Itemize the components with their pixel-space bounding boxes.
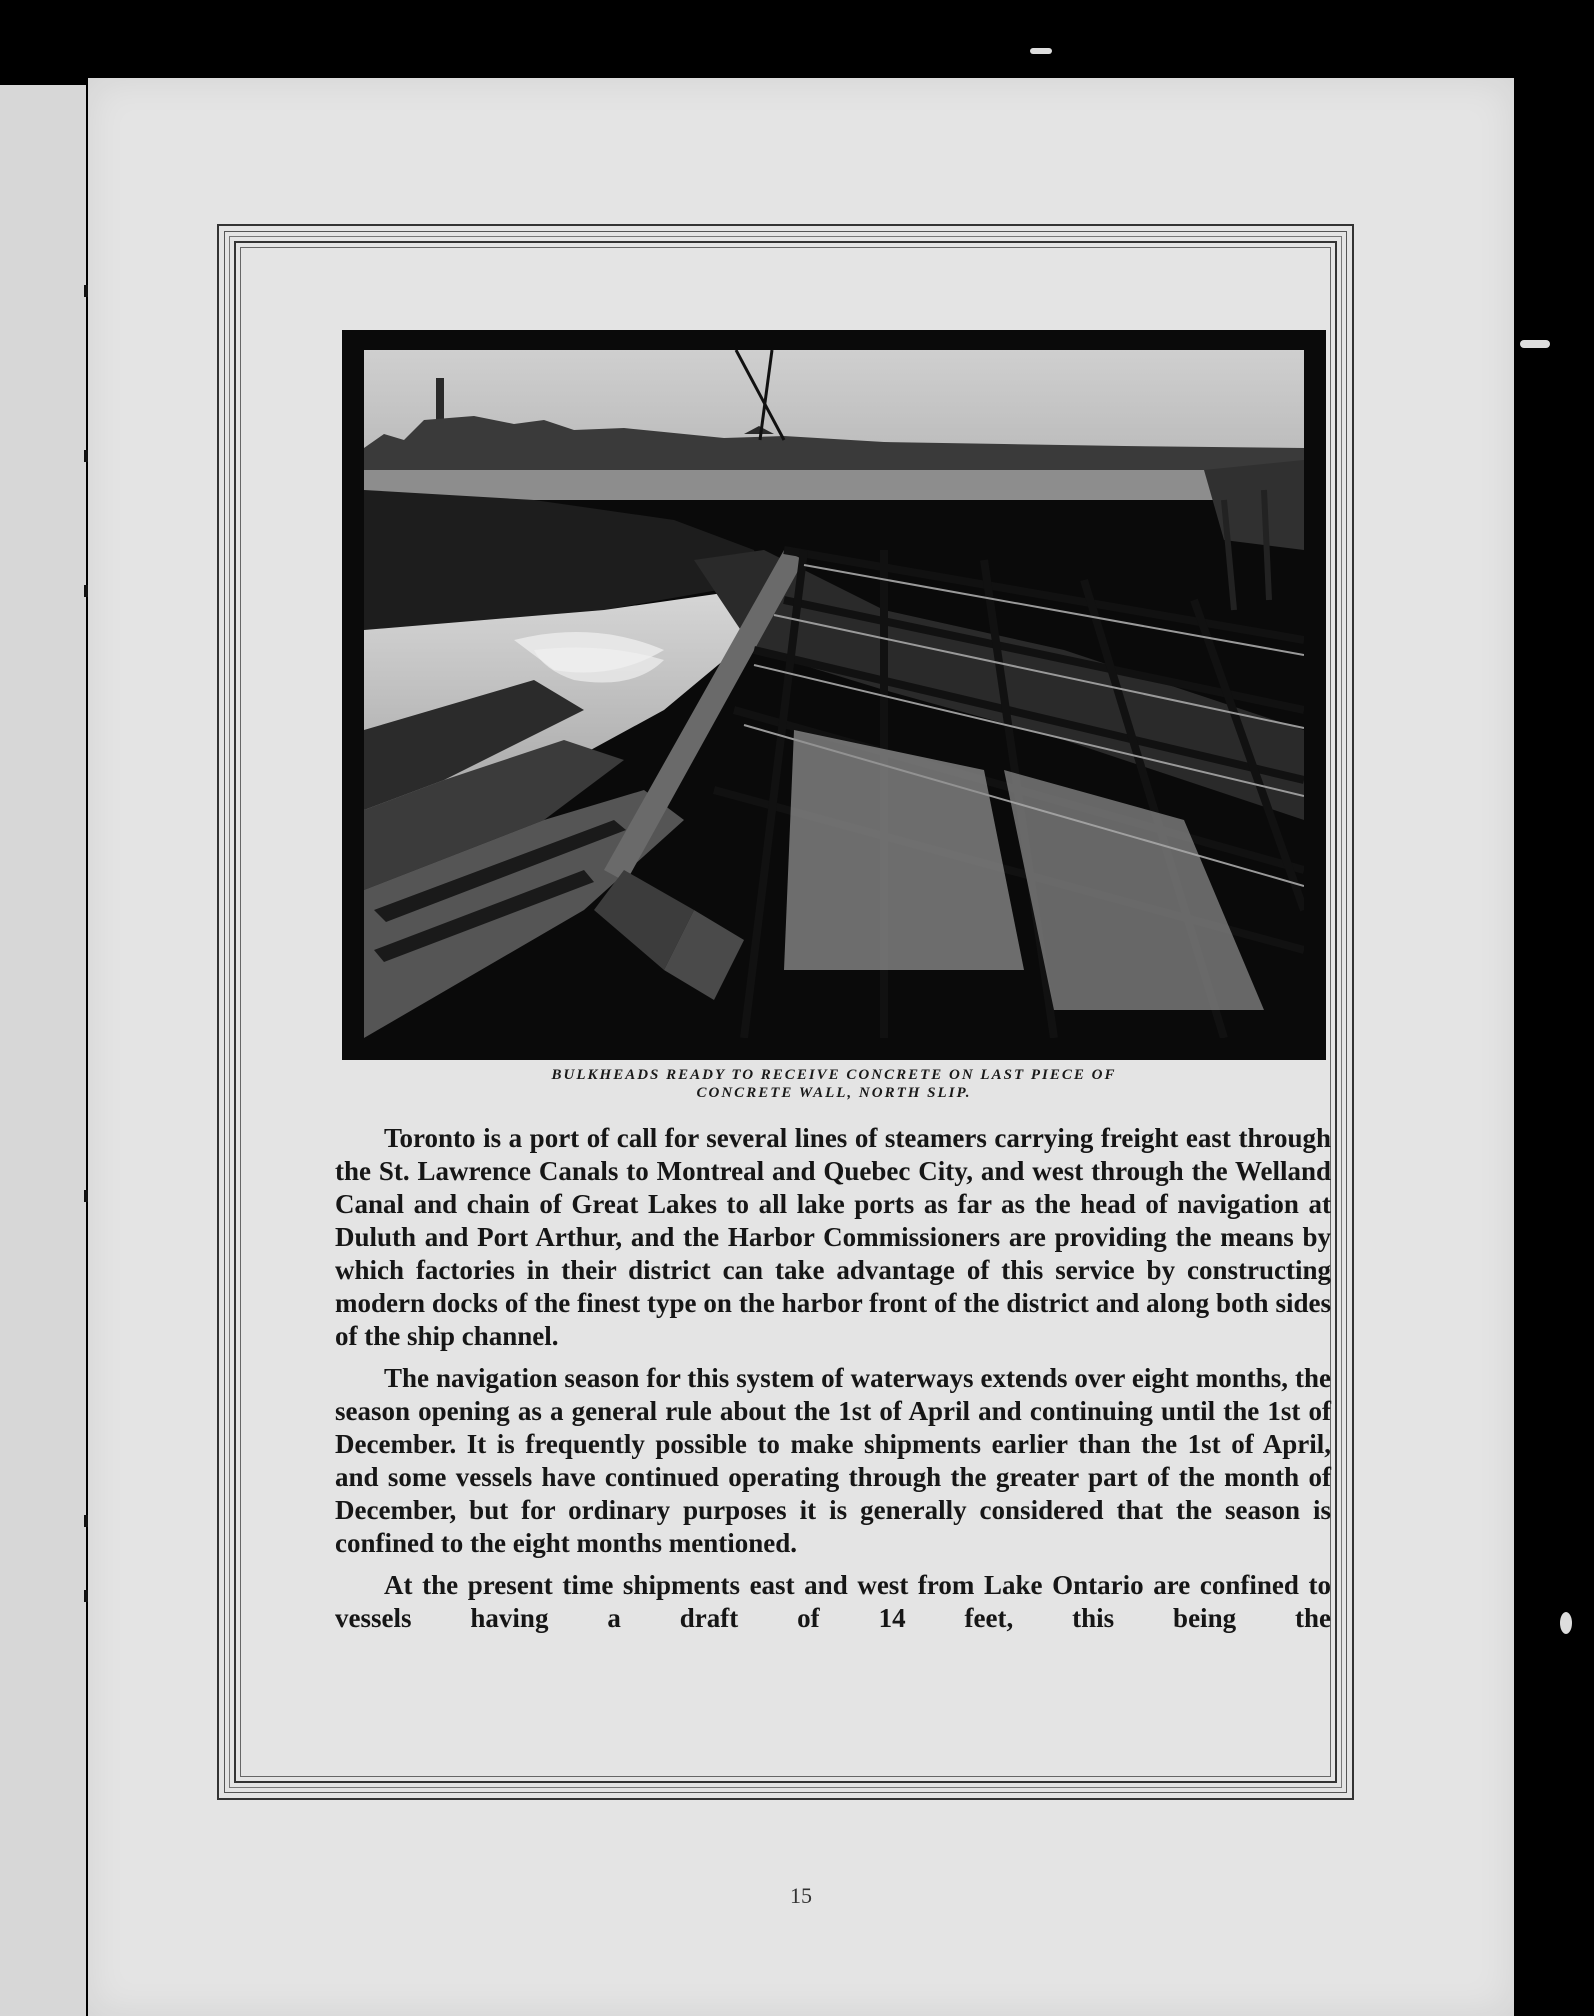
paragraph: At the present time shipments east and west from Lake Ontario are confined to vessels having a draft of 14 feet, this being the [335,1570,1331,1633]
scan-artifact [1030,48,1052,54]
page-number: 15 [790,1883,812,1908]
paragraph: Toronto is a port of call for several lines of steamers carrying freight east through the St. Lawrence Canals to Montreal and Quebec City, and west through the Welland Canal and chain of Great Lakes to all lake ports as far as the head of navigation at Duluth and Port Arthur, and the Harbor Commissioners are providing the means by which factories in their district can take advantage of this service by constructing modern docks of the finest type on the harbor front of the district and along both sides of the ship channel. [335,1123,1331,1351]
harbor-construction-photo [364,350,1304,1038]
scan-artifact [1520,340,1550,348]
facing-page-edge [0,85,86,2016]
body-text [335,1122,1331,1644]
photograph [342,330,1326,1060]
book-page [88,78,1514,2016]
caption-line: BULKHEADS READY TO RECEIVE CONCRETE ON LAST PIECE OF [551,1067,1117,1083]
scan-artifact [1560,1612,1572,1634]
caption-line: CONCRETE WALL, NORTH SLIP. [696,1085,972,1101]
paragraph: The navigation season for this system of waterways extends over eight months, the season opening as a general rule about the 1st of April and continuing until the 1st of December. It is frequently possible to make shipments earlier than the 1st of April, and some vessels have continued operating through the greater part of the month of December, but for ordinary purposes it is generally considered that the season is confined to the eight months mentioned. [335,1363,1331,1558]
photo-caption [342,1066,1326,1102]
